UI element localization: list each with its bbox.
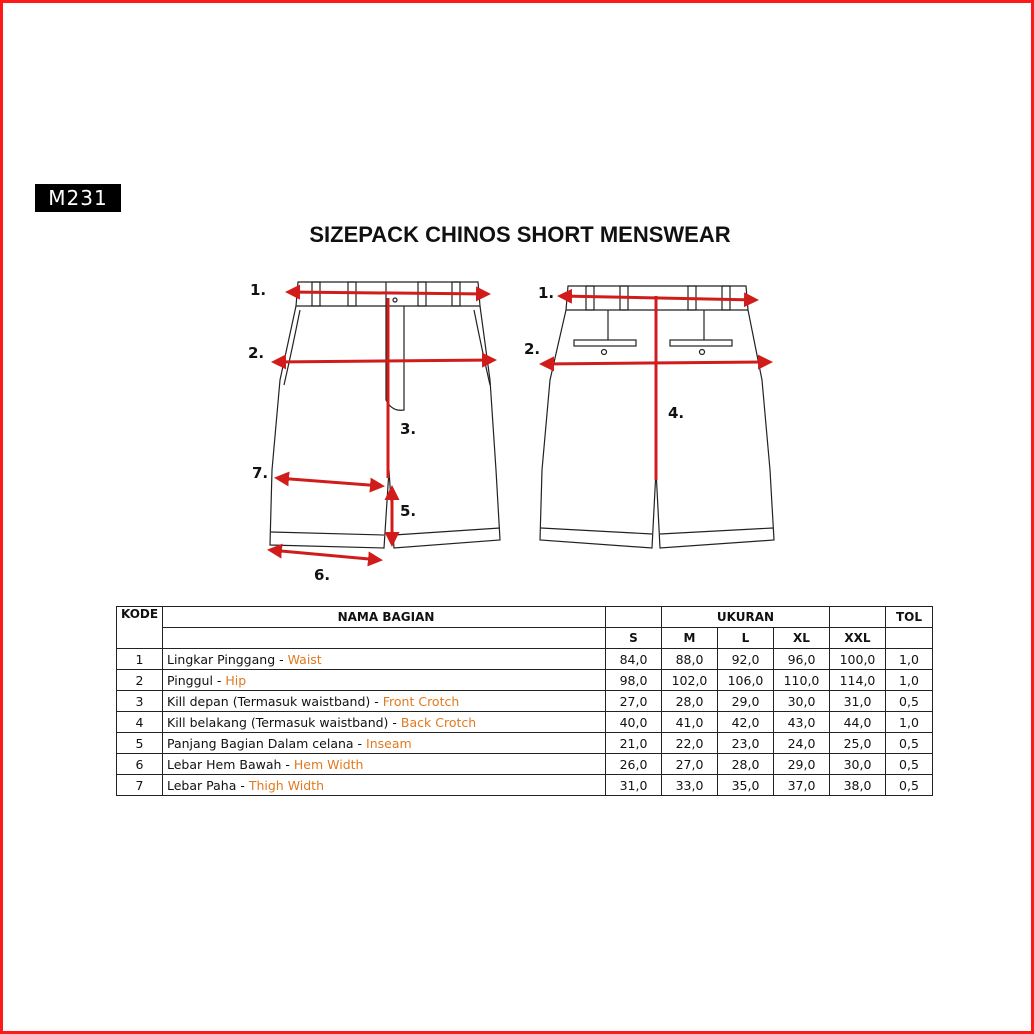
row-kode: 1 [117, 649, 163, 670]
front-label-3: 3. [400, 420, 417, 438]
row-nama-en: Waist [287, 651, 322, 667]
row-tol: 1,0 [886, 649, 933, 670]
row-value: 114,0 [830, 670, 886, 691]
table-row [117, 670, 933, 691]
front-body-outline [270, 306, 500, 548]
size-table [116, 606, 933, 796]
front-button [393, 298, 397, 302]
row-value: 42,0 [718, 712, 774, 733]
table-header-row [117, 607, 933, 628]
row-nama [163, 754, 606, 775]
row-nama-en: Hip [225, 672, 247, 688]
row-value: 106,0 [718, 670, 774, 691]
shorts-diagram [0, 270, 1034, 600]
row-value: 40,0 [606, 712, 662, 733]
row-value: 41,0 [662, 712, 718, 733]
back-button-left [602, 350, 607, 355]
row-tol: 0,5 [886, 733, 933, 754]
row-value: 29,0 [718, 691, 774, 712]
hem-left [271, 532, 384, 535]
header-tol: TOL [886, 607, 933, 628]
front-label-1: 1. [250, 281, 267, 299]
table-row [117, 691, 933, 712]
row-nama-id: Lingkar Pinggang - [167, 651, 288, 667]
row-nama-en: Front Crotch [382, 693, 460, 709]
row-value: 110,0 [774, 670, 830, 691]
row-kode: 7 [117, 775, 163, 796]
hem-measure [270, 550, 380, 560]
row-tol: 1,0 [886, 670, 933, 691]
row-nama-id: Pinggul - [167, 672, 226, 688]
belt-loop [312, 282, 320, 306]
row-value: 37,0 [774, 775, 830, 796]
row-value: 31,0 [606, 775, 662, 796]
row-tol: 1,0 [886, 712, 933, 733]
row-value: 100,0 [830, 649, 886, 670]
row-nama-id: Lebar Paha - [167, 777, 249, 793]
row-value: 22,0 [662, 733, 718, 754]
front-label-7: 7. [252, 464, 269, 482]
row-value: 30,0 [774, 691, 830, 712]
brand-logo: M231 [35, 184, 121, 212]
row-value: 98,0 [606, 670, 662, 691]
back-pocket-right [670, 340, 732, 346]
header-blank [830, 607, 886, 628]
pocket-left [284, 310, 300, 385]
header-blank [606, 607, 662, 628]
row-tol: 0,5 [886, 775, 933, 796]
row-value: 24,0 [774, 733, 830, 754]
table-row [117, 775, 933, 796]
row-value: 28,0 [662, 691, 718, 712]
row-kode: 2 [117, 670, 163, 691]
back-label-2: 2. [524, 340, 541, 358]
row-kode: 3 [117, 691, 163, 712]
row-value: 38,0 [830, 775, 886, 796]
row-kode: 5 [117, 733, 163, 754]
row-value: 92,0 [718, 649, 774, 670]
row-value: 88,0 [662, 649, 718, 670]
row-value: 84,0 [606, 649, 662, 670]
header-blank [163, 628, 606, 649]
row-nama [163, 691, 606, 712]
row-value: 44,0 [830, 712, 886, 733]
size-m: M [662, 628, 718, 649]
back-button-right [700, 350, 705, 355]
row-tol: 0,5 [886, 754, 933, 775]
row-nama-en: Back Crotch [400, 714, 477, 730]
header-nama: NAMA BAGIAN [163, 607, 606, 628]
row-nama [163, 649, 606, 670]
header-blank [886, 628, 933, 649]
row-value: 30,0 [830, 754, 886, 775]
front-view [270, 282, 500, 548]
row-value: 27,0 [606, 691, 662, 712]
row-nama-id: Lebar Hem Bawah - [167, 756, 294, 772]
front-measure-lines [270, 292, 494, 560]
row-nama [163, 670, 606, 691]
header-ukuran: UKURAN [662, 607, 830, 628]
back-label-4: 4. [668, 404, 685, 422]
header-kode: KODE [117, 607, 163, 649]
row-nama-en: Hem Width [293, 756, 364, 772]
row-value: 28,0 [718, 754, 774, 775]
table-row [117, 649, 933, 670]
back-waist-measure [560, 296, 756, 300]
back-hem-right [660, 528, 773, 534]
front-label-2: 2. [248, 344, 265, 362]
size-xxl: XXL [830, 628, 886, 649]
row-nama-id: Panjang Bagian Dalam celana - [167, 735, 367, 751]
front-label-5: 5. [400, 502, 417, 520]
row-kode: 6 [117, 754, 163, 775]
page-title: SIZEPACK CHINOS SHORT MENSWEAR [309, 222, 731, 247]
table-row [117, 712, 933, 733]
size-xl: XL [774, 628, 830, 649]
row-value: 25,0 [830, 733, 886, 754]
row-nama [163, 733, 606, 754]
table-size-row [117, 628, 933, 649]
row-value: 26,0 [606, 754, 662, 775]
size-s: S [606, 628, 662, 649]
row-nama-en: Inseam [366, 735, 412, 751]
hem-right [394, 528, 500, 535]
table-row [117, 733, 933, 754]
row-value: 96,0 [774, 649, 830, 670]
row-value: 35,0 [718, 775, 774, 796]
back-label-1: 1. [538, 284, 555, 302]
back-pocket-left [574, 340, 636, 346]
row-value: 43,0 [774, 712, 830, 733]
row-value: 21,0 [606, 733, 662, 754]
table-row [117, 754, 933, 775]
row-tol: 0,5 [886, 691, 933, 712]
row-value: 29,0 [774, 754, 830, 775]
size-l: L [718, 628, 774, 649]
back-measure-lines [542, 296, 770, 480]
row-value: 33,0 [662, 775, 718, 796]
back-hem-left [541, 528, 652, 534]
row-nama-en: Thigh Width [248, 777, 325, 793]
row-kode: 4 [117, 712, 163, 733]
row-nama [163, 712, 606, 733]
waist-measure [288, 292, 488, 294]
row-nama-id: Kill belakang (Termasuk waistband) - [167, 714, 401, 730]
row-value: 31,0 [830, 691, 886, 712]
thigh-measure [277, 478, 382, 486]
row-value: 102,0 [662, 670, 718, 691]
row-value: 27,0 [662, 754, 718, 775]
row-nama [163, 775, 606, 796]
row-value: 23,0 [718, 733, 774, 754]
hip-measure [274, 360, 494, 362]
front-label-6: 6. [314, 566, 331, 584]
row-nama-id: Kill depan (Termasuk waistband) - [167, 693, 383, 709]
